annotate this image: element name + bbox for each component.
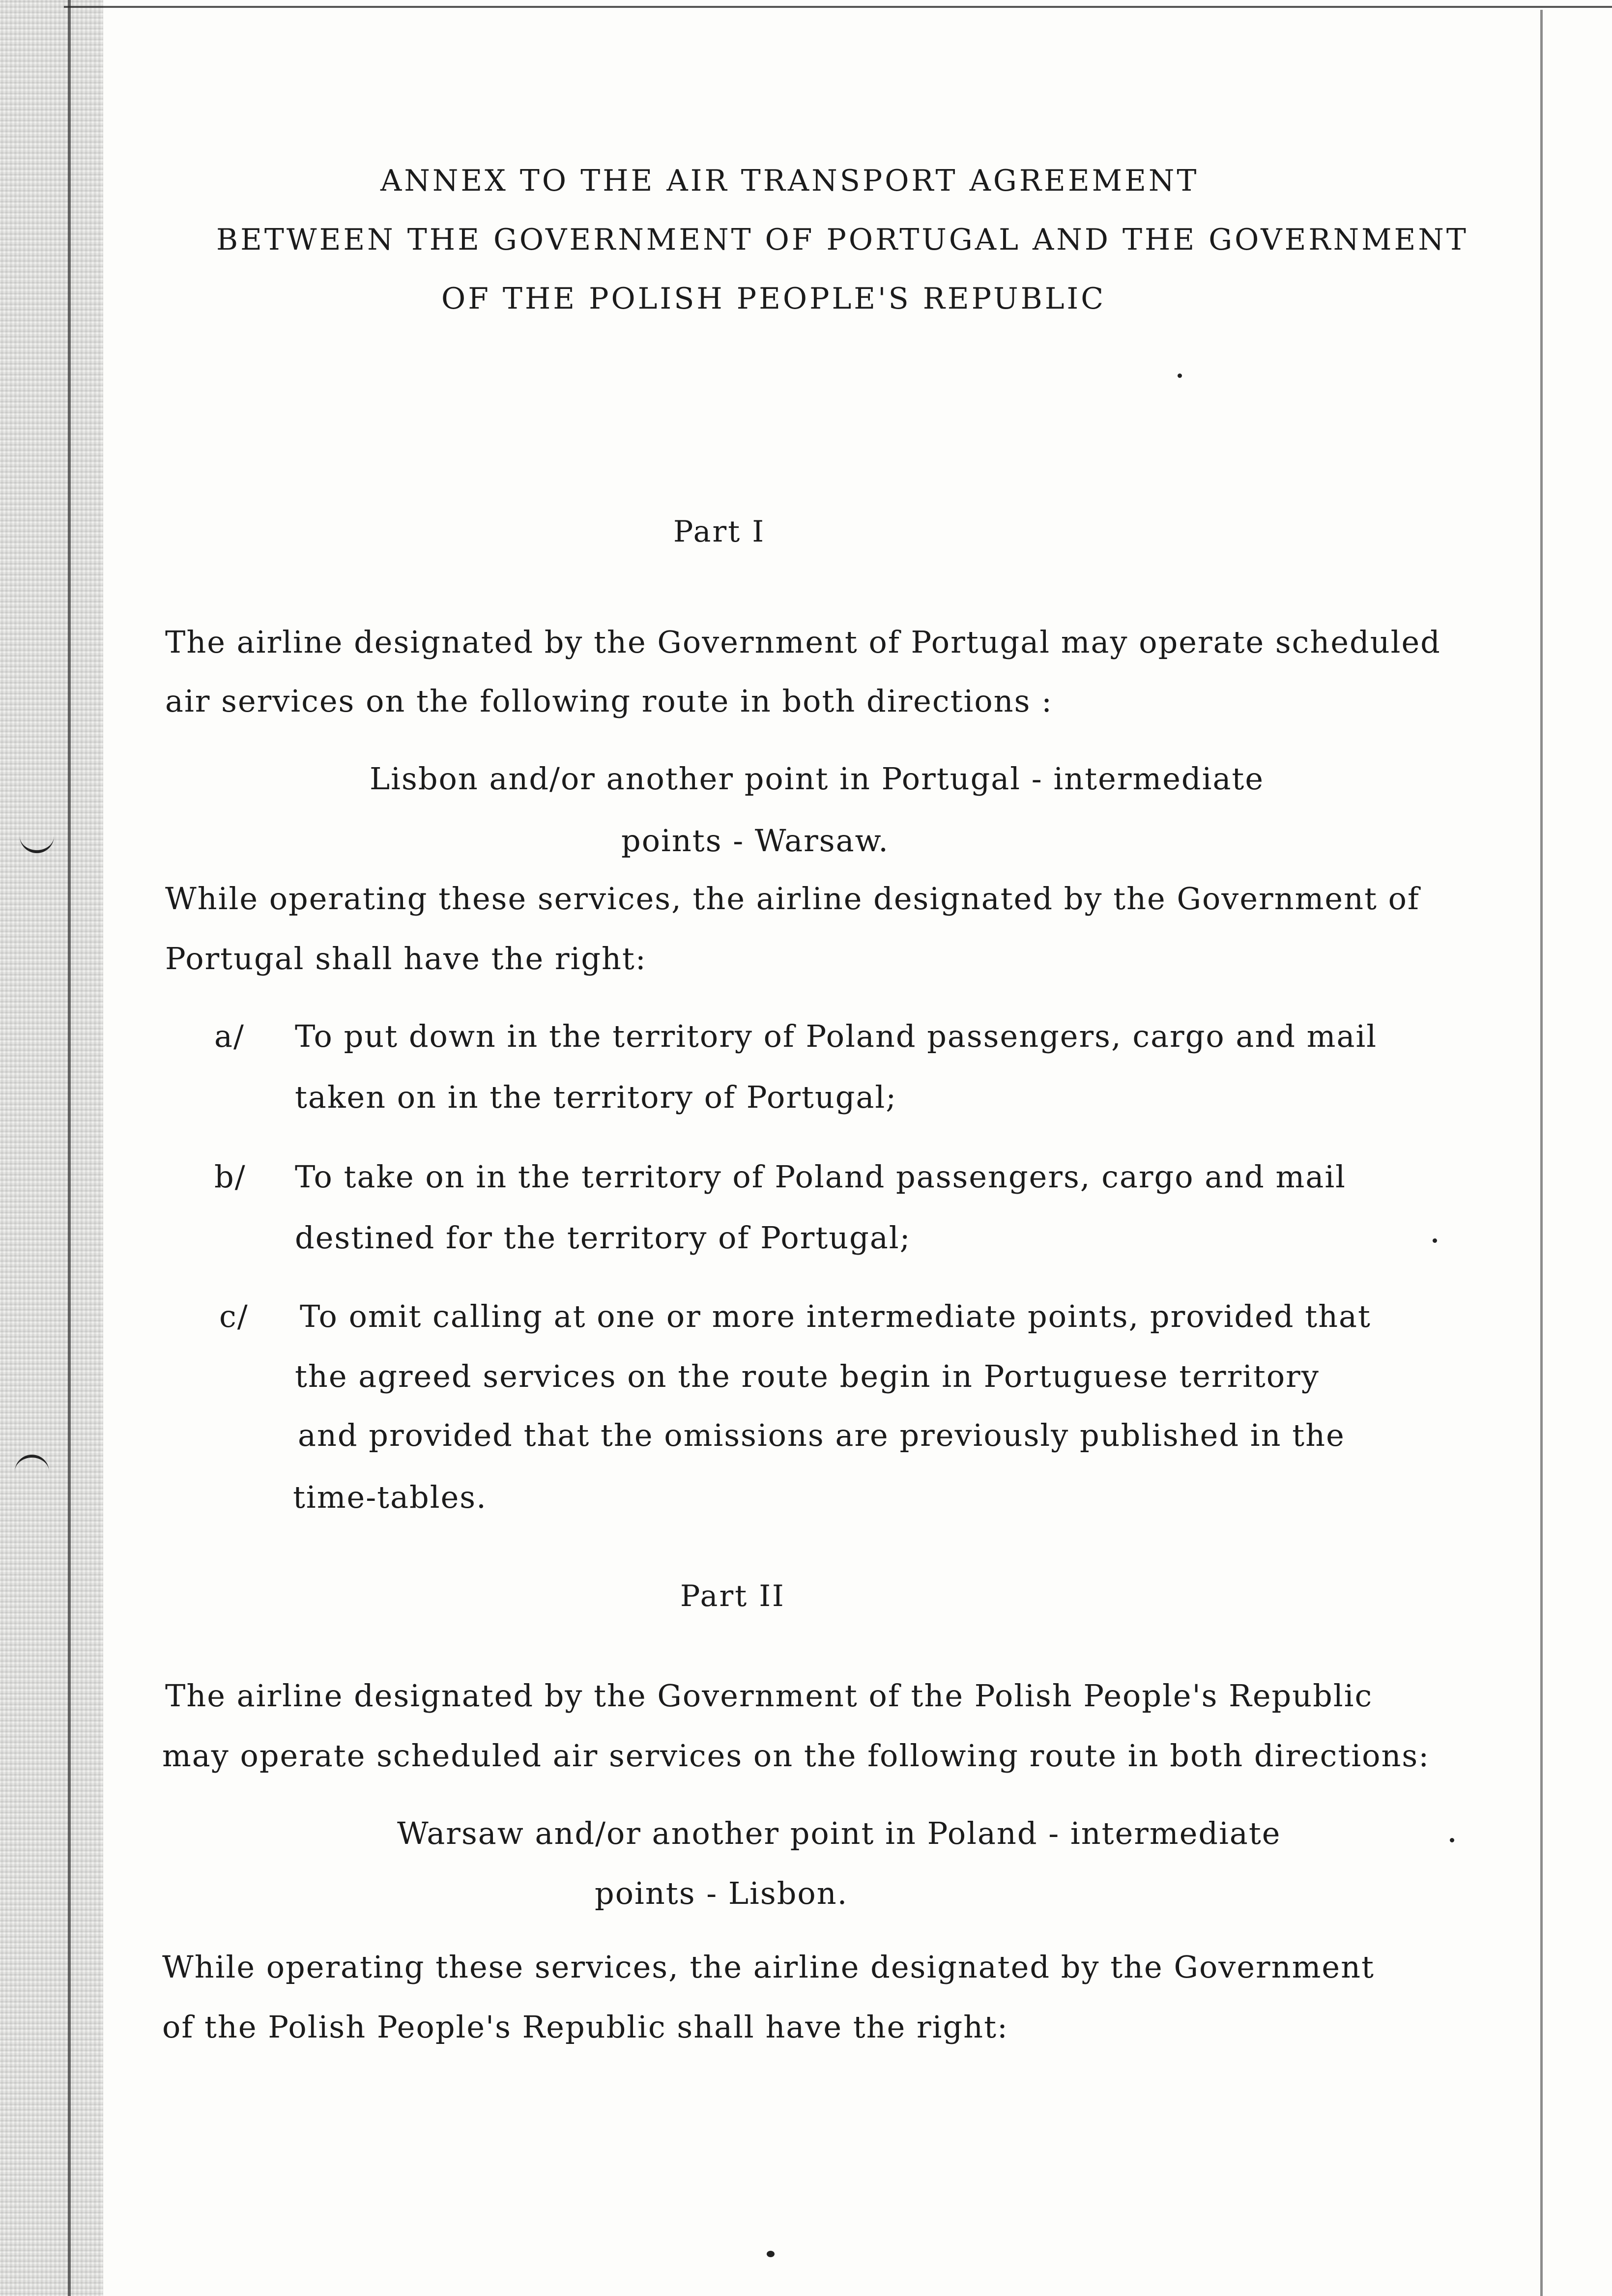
part-2-route-line-1: Warsaw and/or another point in Poland - intermediate: [397, 1815, 1281, 1851]
part-1-rights-intro-line-1: While operating these services, the airline designated by the Government of: [165, 881, 1420, 917]
part-2-intro-line-1: The airline designated by the Government of the Polish People's Republic: [165, 1678, 1373, 1714]
part-1-heading: Part I: [673, 515, 766, 549]
item-a-line-1: To put down in the territory of Poland passengers, cargo and mail: [295, 1018, 1378, 1054]
part-1-intro-line-2: air services on the following route in both directions :: [165, 683, 1053, 719]
part-2-route-line-2: points - Lisbon.: [595, 1875, 848, 1911]
part-2-rights-intro-line-2: of the Polish People's Republic shall have the right:: [162, 2009, 1008, 2045]
item-c-line-3: and provided that the omissions are previously published in the: [298, 1417, 1345, 1453]
part-2-heading: Part II: [680, 1579, 785, 1613]
scan-speck: [1433, 1238, 1437, 1243]
document-title-line-3: OF THE POLISH PEOPLE'S REPUBLIC: [441, 282, 1106, 316]
document-title-line-1: ANNEX TO THE AIR TRANSPORT AGREEMENT: [380, 164, 1199, 198]
part-1-route-line-2: points - Warsaw.: [621, 823, 890, 859]
item-b-line-2: destined for the territory of Portugal;: [295, 1220, 911, 1256]
item-c-line-2: the agreed services on the route begin in Portuguese territory: [295, 1358, 1320, 1394]
item-a-marker: a/: [214, 1018, 245, 1054]
item-c-line-4: time-tables.: [293, 1479, 487, 1515]
item-b-line-1: To take on in the territory of Poland passengers, cargo and mail: [295, 1159, 1346, 1195]
part-1-rights-intro-line-2: Portugal shall have the right:: [165, 941, 647, 976]
document-title-line-2: BETWEEN THE GOVERNMENT OF PORTUGAL AND THE GOVERNMENT: [216, 223, 1468, 257]
scan-speck: [1450, 1838, 1454, 1842]
scan-binding-edge: [0, 0, 103, 2296]
part-1-route-line-1: Lisbon and/or another point in Portugal - intermediate: [370, 761, 1265, 797]
part-1-intro-line-1: The airline designated by the Government of Portugal may operate scheduled: [165, 624, 1441, 660]
scan-binding-line: [68, 0, 71, 2296]
scan-speck: [1178, 373, 1182, 378]
scan-speck: [767, 2251, 775, 2257]
part-2-intro-line-2: may operate scheduled air services on the following route in both directions:: [162, 1738, 1430, 1774]
part-2-rights-intro-line-1: While operating these services, the airline designated by the Government: [162, 1949, 1375, 1985]
item-c-line-1: To omit calling at one or more intermediate points, provided that: [300, 1298, 1371, 1334]
item-c-marker: c/: [219, 1298, 249, 1334]
item-b-marker: b/: [214, 1159, 246, 1195]
item-a-line-2: taken on in the territory of Portugal;: [295, 1079, 897, 1115]
scan-right-edge: [1540, 10, 1543, 2296]
scan-top-rule: [64, 6, 1612, 8]
